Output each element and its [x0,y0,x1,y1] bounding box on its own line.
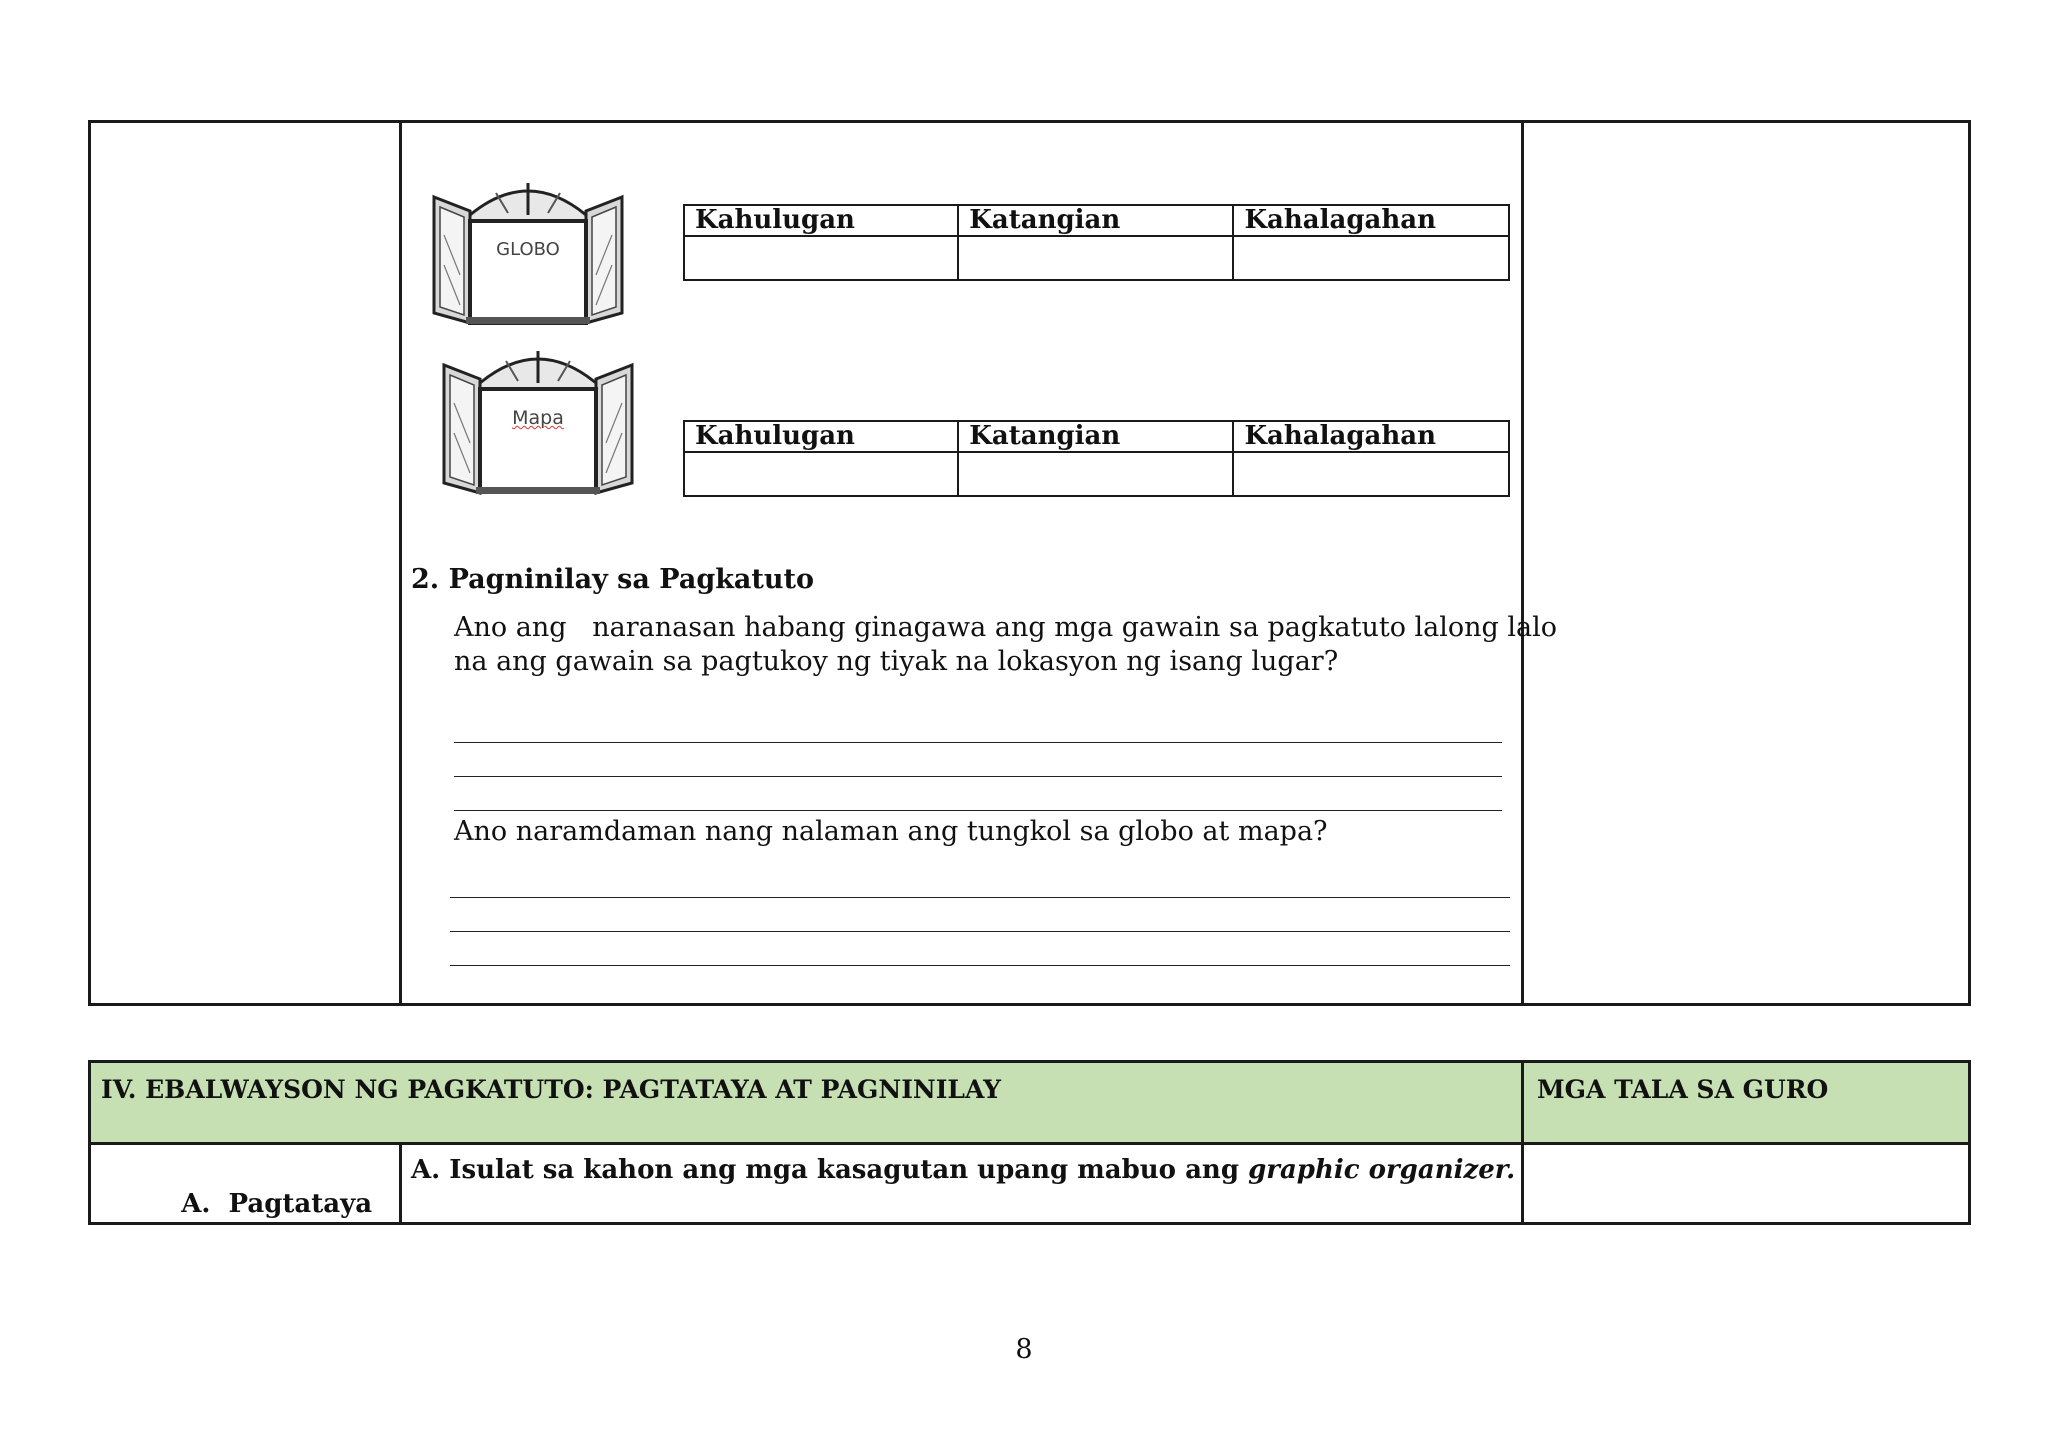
mapa-window-label: Mapa [512,407,564,429]
column-header-katangian: Katangian [958,205,1233,236]
evaluation-header-title: IV. EBALWAYSON NG PAGKATUTO: PAGTATAYA AT PAGNINILAY [101,1075,1002,1104]
answer-line[interactable] [450,965,1510,966]
answer-line[interactable] [454,776,1502,777]
answer-cell[interactable] [684,236,958,280]
pagtataya-label-text: A. Pagtataya [181,1189,373,1219]
globo-window-label: GLOBO [496,239,560,260]
column-divider-right [1521,123,1524,1003]
answer-line[interactable] [450,897,1510,898]
column-divider-left [399,1142,402,1222]
answer-line[interactable] [454,810,1502,811]
column-divider-left [399,123,402,1003]
reflection-question-1-line-2: na ang gawain sa pagtukoy ng tiyak na lokasyon ng isang lugar? [454,646,1339,677]
answer-line[interactable] [450,931,1510,932]
mapa-organizer-table [683,420,1510,497]
reflection-heading: 2. Pagninilay sa Pagkatuto [411,564,814,595]
answer-cell[interactable] [684,452,958,496]
teacher-notes-header: MGA TALA SA GURO [1537,1075,1829,1104]
mapa-window-illustration [440,343,636,495]
globo-organizer-table [683,204,1510,281]
globo-window-illustration [430,175,626,325]
teacher-notes-cell[interactable] [1524,1145,1968,1222]
instruction-italic-text: graphic organizer. [1248,1155,1516,1185]
pagtataya-instruction [411,1155,1515,1185]
pagtataya-label [145,1159,372,1249]
reflection-question-1-line-1: Ano ang naranasan habang ginagawa ang mga gawain sa pagkatuto lalong lalo [454,612,1558,643]
column-header-kahulugan: Kahulugan [684,421,958,452]
answer-cell[interactable] [958,452,1233,496]
column-header-katangian: Katangian [958,421,1233,452]
reflection-question-2: Ano naramdaman nang nalaman ang tungkol sa globo at mapa? [454,816,1328,847]
answer-cell[interactable] [1233,452,1509,496]
column-header-kahalagahan: Kahalagahan [1233,205,1509,236]
instruction-text: A. Isulat sa kahon ang mga kasagutan upang mabuo ang [411,1155,1249,1185]
column-header-kahulugan: Kahulugan [684,205,958,236]
answer-cell[interactable] [1233,236,1509,280]
page-number: 8 [1015,1334,1033,1365]
evaluation-table [88,1060,1971,1225]
column-header-kahalagahan: Kahalagahan [1233,421,1509,452]
answer-line[interactable] [454,742,1502,743]
answer-cell[interactable] [958,236,1233,280]
